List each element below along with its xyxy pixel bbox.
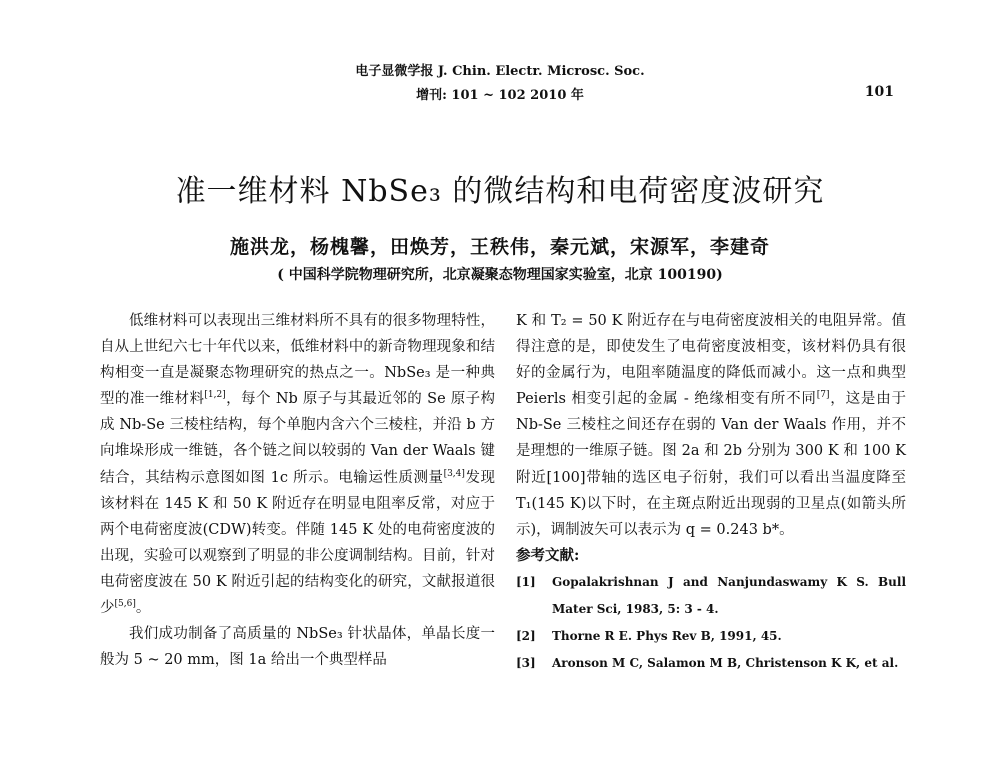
page-number: 101	[864, 84, 894, 100]
sample-paragraph: 我们成功制备了高质量的 NbSe₃ 针状晶体，单晶长度一般为 5 ~ 20 mm，图 1a 给出一个典型样品	[100, 626, 495, 669]
results-text-b: ，这是由于 Nb-Se 三棱柱之间还存在弱的 Van der Waals 作用，并不是理想的一维原子链。图 2a 和 2b 分别为 300 K 和 100 K 附近[100]带轴的选区电子衍射，我们可以看出当温度降至 T₁(145 K)以下时，在主斑点附近出现弱的卫星点(如箭头所示)，调制波矢可以表示为 q = 0.243 b*。	[516, 391, 907, 538]
citation[interactable]: [5,6]	[114, 599, 136, 610]
reference-text: Aronson M C, Salamon M B, Christenson K K, et al.	[552, 655, 899, 670]
reference-list	[516, 569, 906, 677]
references-heading: 参考文献:	[516, 546, 580, 564]
reference-text: Gopalakrishnan J and Nanjundaswamy K S. Bull Mater Sci, 1983, 5: 3 - 4.	[552, 574, 906, 616]
citation[interactable]: [1,2]	[204, 390, 226, 401]
right-column	[516, 308, 906, 677]
citation[interactable]: [7]	[816, 390, 830, 401]
reference-item	[516, 650, 906, 677]
reference-item	[516, 569, 906, 623]
issue-line: 增刊: 101 ~ 102 2010 年	[416, 88, 584, 103]
paper-title: 准一维材料 NbSe₃ 的微结构和电荷密度波研究	[175, 174, 825, 209]
intro-text-a: 低维材料可以表现出三维材料所不具有的很多物理特性，自从上世纪六七十年代以来，低维材料中的新奇物理现象和结构相变一直是凝聚态物理研究的热点之一。NbSe₃ 是一种典型的准一维材料	[100, 313, 495, 408]
results-paragraph	[516, 308, 906, 543]
reference-number: [2]	[516, 628, 536, 643]
reference-item	[516, 623, 906, 650]
affiliation: ( 中国科学院物理研究所，北京凝聚态物理国家实验室，北京 100190)	[277, 267, 723, 283]
left-column	[100, 308, 495, 673]
citation[interactable]: [3,4]	[443, 468, 465, 479]
reference-number: [1]	[516, 574, 536, 589]
reference-text: Thorne R E. Phys Rev B, 1991, 45.	[552, 628, 782, 643]
intro-text-c: 发现该材料在 145 K 和 50 K 附近存在明显电阻率反常，对应于两个电荷密度波(CDW)转变。伴随 145 K 处的电荷密度波的出现，实验可以观察到了明显的非公度调制结构。目前，针对电荷密度波在 50 K 附近引起的结构变化的研究，文献报道很少	[100, 469, 495, 617]
intro-paragraph	[100, 308, 495, 621]
author-list: 施洪龙，杨槐馨，田焕芳，王秩伟，秦元斌，宋源军，李建奇	[229, 236, 770, 258]
journal-header: 电子显微学报 J. Chin. Electr. Microsc. Soc.	[355, 64, 645, 79]
results-text-a: K 和 T₂ = 50 K 附近存在与电荷密度波相关的电阻异常。值得注意的是，即使发生了电荷密度波相变，该材料仍具有很好的金属行为，电阻率随温度的降低而减小。这一点和典型 Peierls 相变引起的金属 - 绝缘相变有所不同	[516, 313, 906, 408]
intro-text-b: ，每个 Nb 原子与其最近邻的 Se 原子构成 Nb-Se 三棱柱结构，每个单胞内含六个三棱柱，并沿 b 方向堆垛形成一维链，各个链之间以较弱的 Van der Waals 键结合，其结构示意图如图 1c 所示。电输运性质测量	[100, 391, 496, 486]
reference-number: [3]	[516, 655, 536, 670]
intro-text-d: 。	[135, 600, 151, 617]
